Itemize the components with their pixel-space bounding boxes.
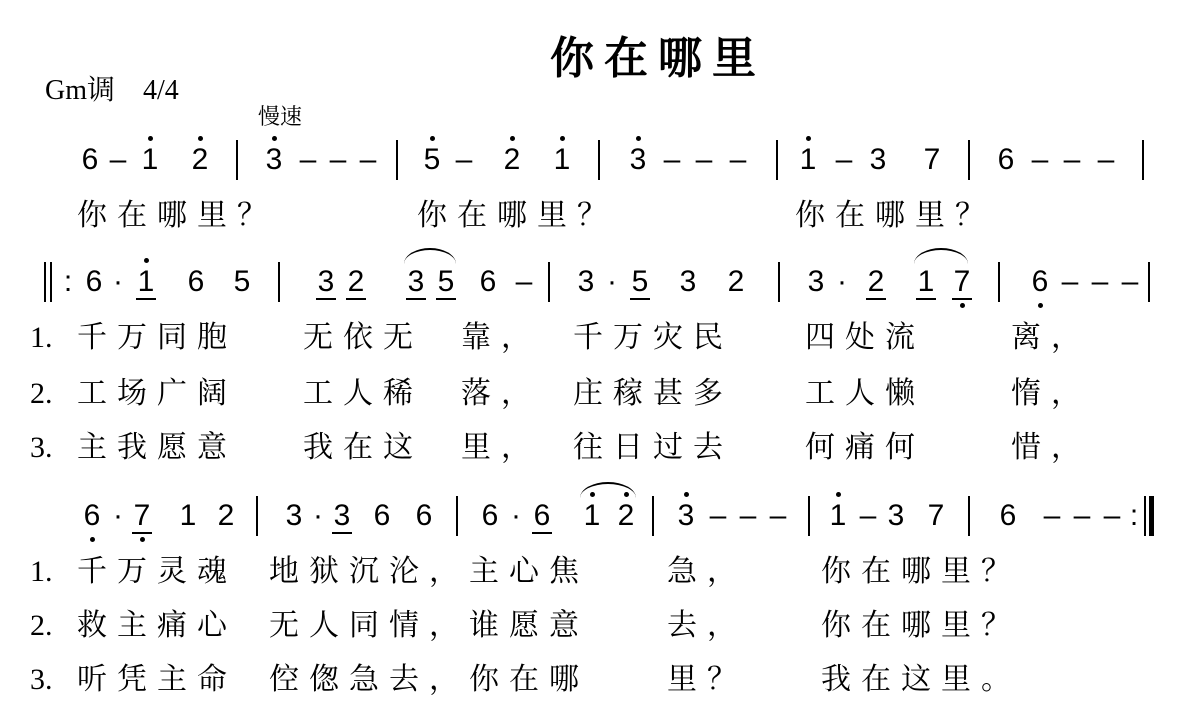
- verse-number: 1.: [30, 555, 53, 588]
- song-title: 你在哪里: [550, 33, 766, 84]
- intro-lyrics-2: 你 在 哪 里 ？: [417, 198, 607, 233]
- score-row-1: 6 – 1 2 3 – – – 5 – 2 1 3 – – – 1 – 3 7 6 – – –: [0, 140, 1191, 200]
- verse-number: 2.: [30, 377, 53, 410]
- verse-number: 3.: [30, 663, 53, 696]
- verse-number: 2.: [30, 609, 53, 642]
- key-signature: Gm调 4/4: [45, 75, 179, 106]
- intro-lyrics: 你 在 哪 里 ？: [77, 198, 267, 233]
- verse-number: 3.: [30, 431, 53, 464]
- intro-lyrics-3: 你 在 哪 里 ？: [795, 198, 985, 233]
- verse-number: 1.: [30, 321, 53, 354]
- score-row-2: : 6 · 1 6 5 3 2 3 5 6 – 3 · 5 3 2 3 · 2 1 7 6 – – –: [0, 262, 1191, 322]
- tempo-marking: 慢速: [258, 105, 303, 130]
- score-row-3: 6 · 7 1 2 3 · 3 6 6 6 · 6 1 2 3 – – – 1 – 3 7 6 – – – :: [0, 496, 1191, 556]
